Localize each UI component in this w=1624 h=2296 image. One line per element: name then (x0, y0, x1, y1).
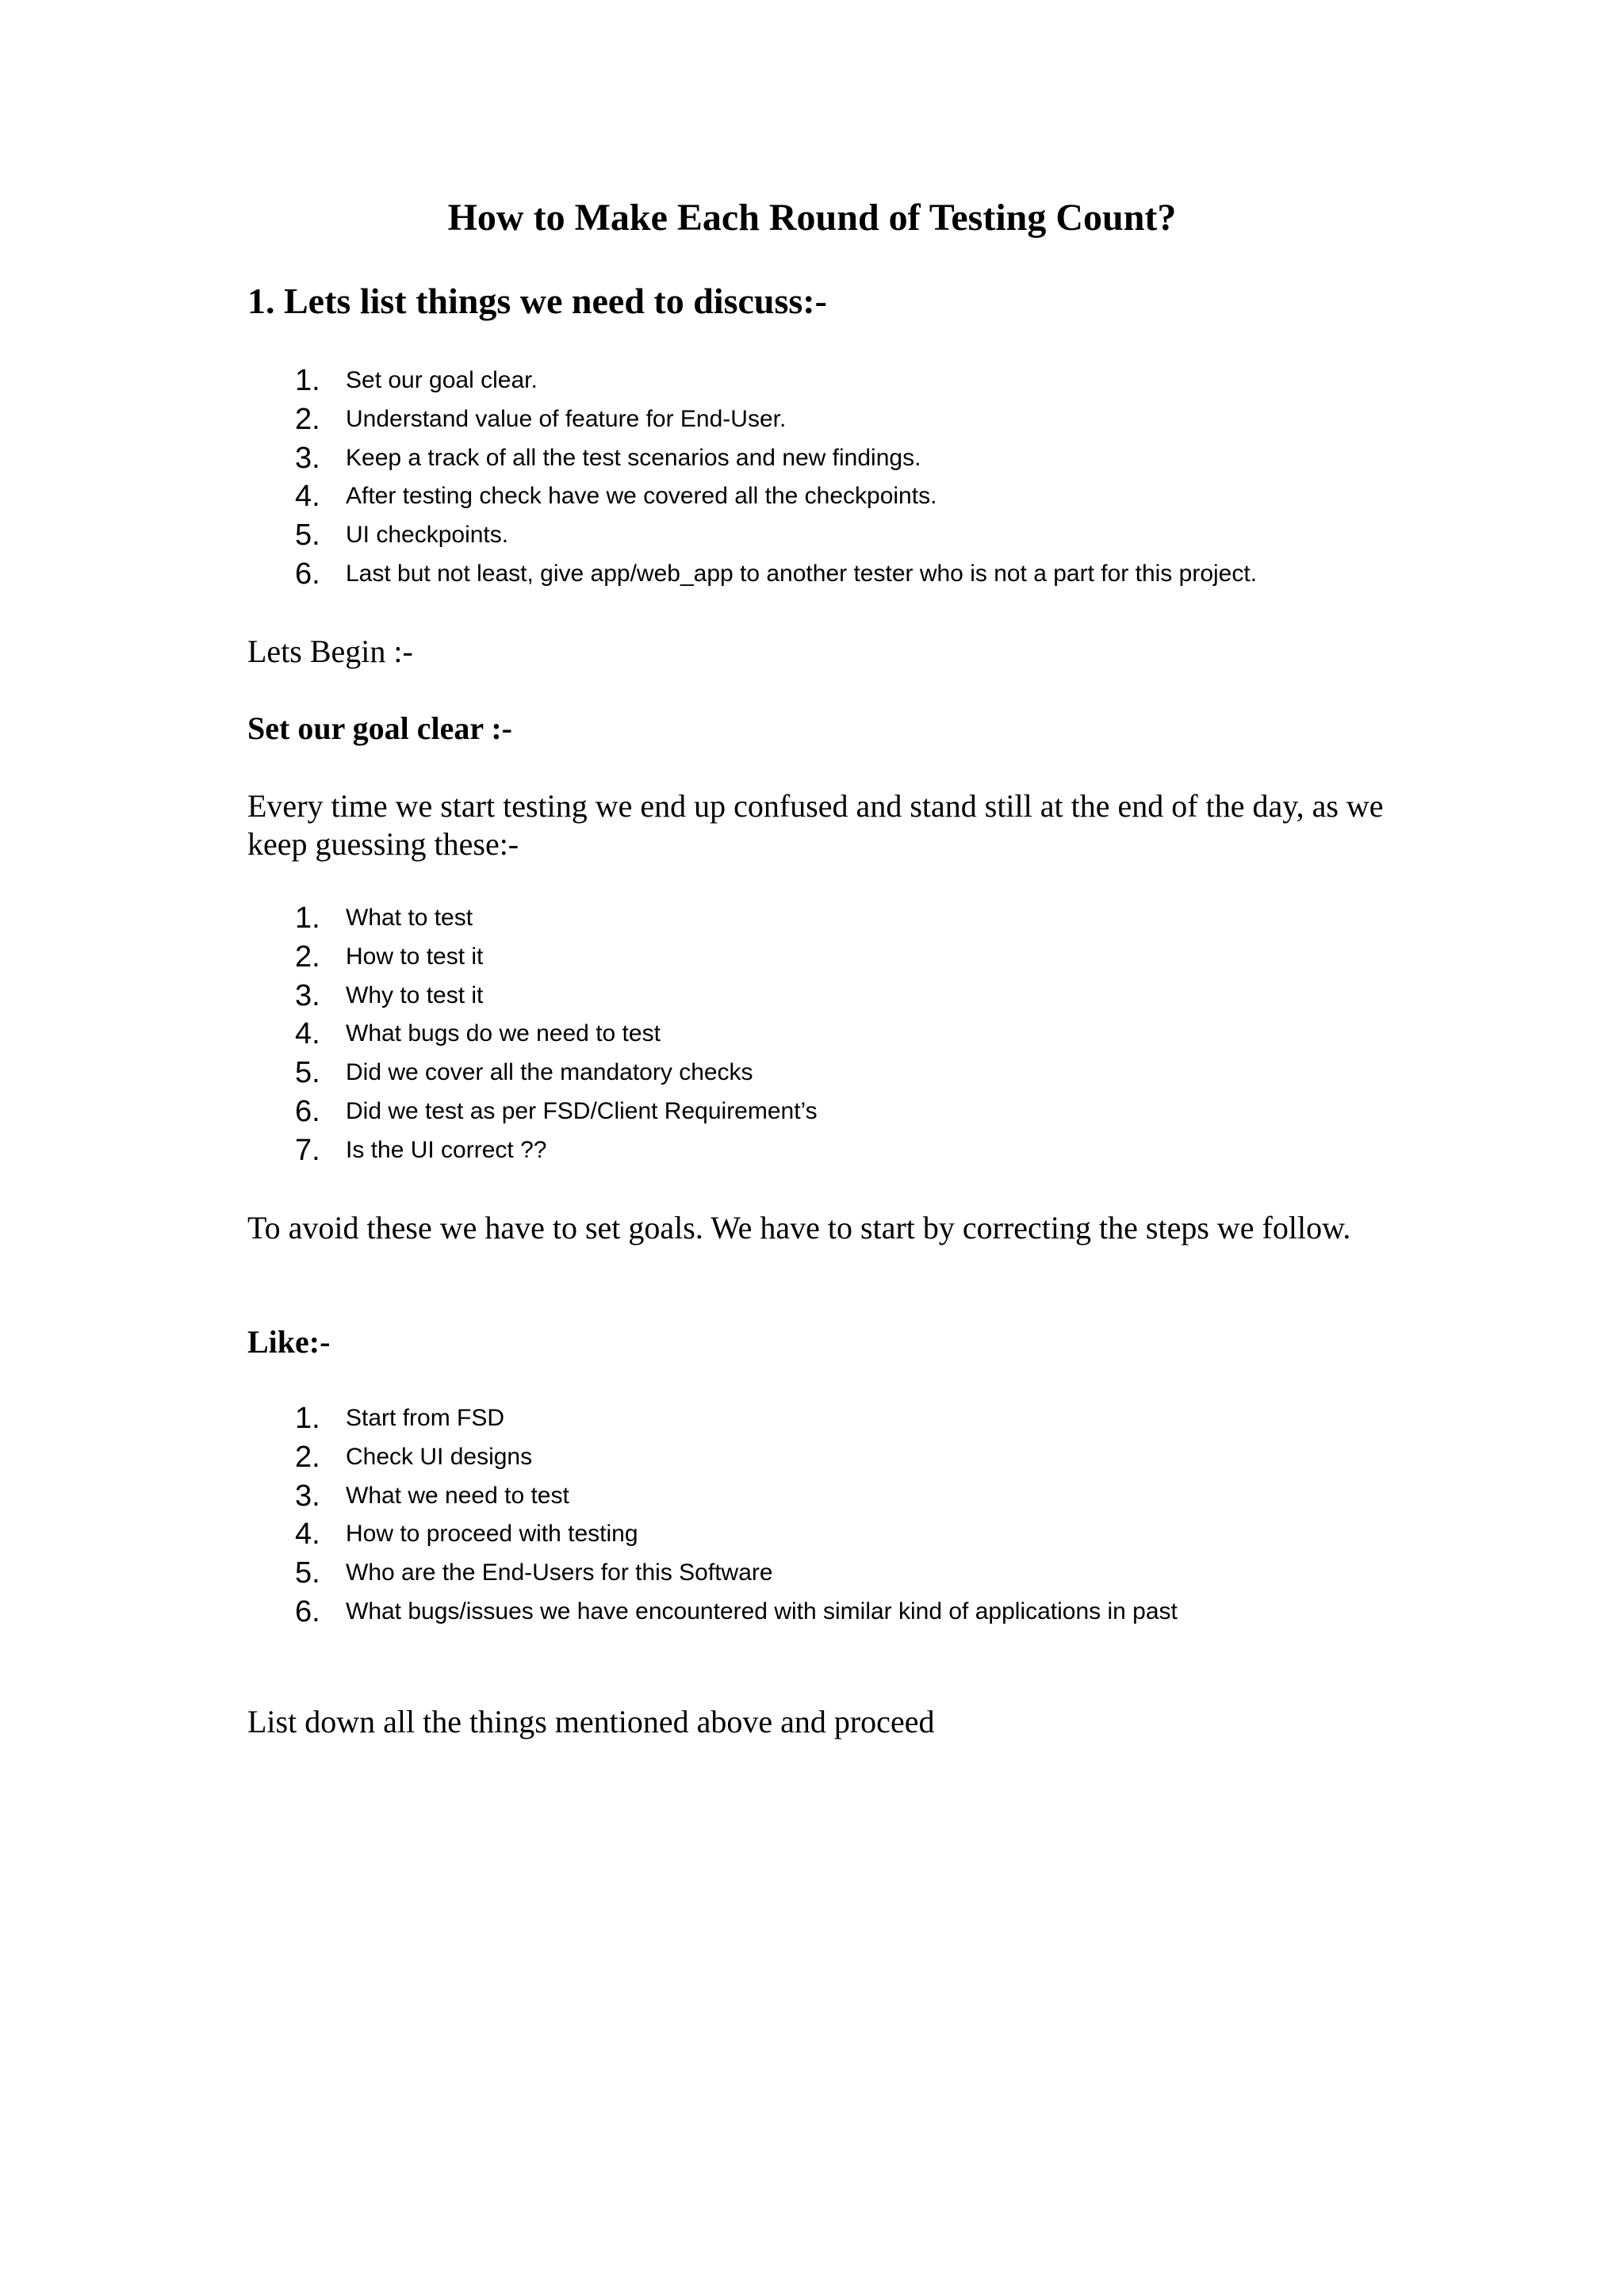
list-number: 4. (295, 1517, 320, 1552)
list-number: 2. (295, 1440, 320, 1474)
list-number: 5. (295, 1556, 320, 1590)
list-number: 3. (295, 978, 320, 1012)
list-number: 3. (295, 1479, 320, 1513)
list-text: Understand value of feature for End-User. (346, 405, 787, 432)
section-heading-discuss: 1. Lets list things we need to discuss:- (247, 281, 827, 321)
list-text: What to test (346, 905, 473, 931)
list-number: 1. (295, 364, 320, 397)
list-number: 2. (295, 939, 320, 974)
section-heading-goal: Set our goal clear :- (247, 710, 513, 746)
list-number: 5. (295, 519, 320, 553)
list-text: Set our goal clear. (346, 367, 538, 393)
list-text: Did we cover all the mandatory checks (346, 1059, 753, 1086)
list-number: 1. (295, 901, 320, 935)
list-text: Check UI designs (346, 1443, 533, 1470)
list-text: What bugs/issues we have encountered with similar kind of applications in past (346, 1598, 1178, 1624)
list-number: 4. (295, 480, 320, 514)
list-text: After testing check have we covered all the checkpoints. (346, 483, 937, 510)
list-text: Who are the End-Users for this Software (346, 1559, 773, 1586)
list-number: 6. (295, 1594, 320, 1628)
list-text: How to proceed with testing (346, 1521, 638, 1548)
list-number: 5. (295, 1056, 320, 1090)
list-text: Keep a track of all the test scenarios and new findings. (346, 444, 921, 471)
section-heading-like: Like:- (247, 1324, 331, 1360)
closing-paragraph: List down all the things mentioned above and proceed (247, 1704, 935, 1739)
intro-paragraph: Every time we start testing we end up confused and stand still at the end of the day, as we keep guessing these:- (247, 788, 1384, 862)
list-text: What bugs do we need to test (346, 1020, 661, 1047)
avoid-paragraph: To avoid these we have to set goals. We have to start by correcting the steps we follow. (247, 1210, 1351, 1246)
list-number: 4. (295, 1017, 320, 1051)
document-title: How to Make Each Round of Testing Count? (447, 197, 1177, 239)
list-text: Start from FSD (346, 1405, 505, 1431)
list-text: What we need to test (346, 1482, 569, 1509)
list-number: 3. (295, 441, 320, 475)
lets-begin-text: Lets Begin :- (247, 633, 413, 669)
list-text: UI checkpoints. (346, 522, 509, 549)
list-text: How to test it (346, 943, 484, 970)
list-number: 6. (295, 557, 320, 591)
list-number: 2. (295, 402, 320, 436)
list-text: Did we test as per FSD/Client Requirement’s (346, 1097, 818, 1124)
list-text: Is the UI correct ?? (346, 1136, 547, 1163)
list-number: 7. (295, 1133, 320, 1167)
list-number: 1. (295, 1402, 320, 1435)
list-text: Last but not least, give app/web_app to another tester who is not a part for this project. (346, 560, 1258, 587)
list-text: Why to test it (346, 982, 484, 1008)
list-number: 6. (295, 1094, 320, 1128)
